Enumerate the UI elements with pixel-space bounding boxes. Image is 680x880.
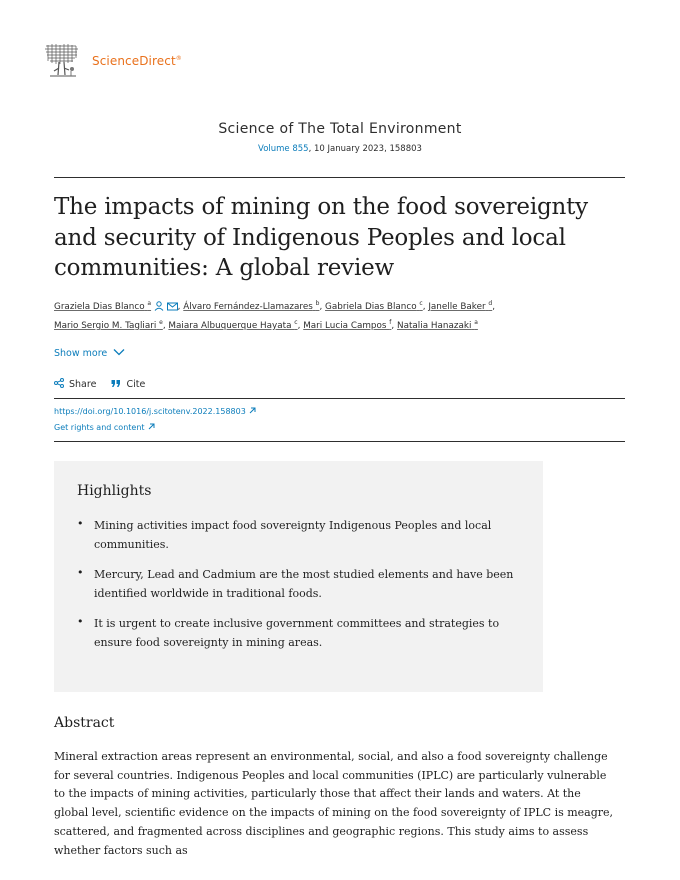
share-button[interactable]: [54, 379, 99, 390]
doi-link[interactable]: [54, 406, 257, 416]
email-icon[interactable]: [167, 302, 178, 311]
rights-text: Get rights and content: [54, 423, 145, 432]
volume-info: [0, 144, 680, 154]
meta-divider: [54, 441, 625, 442]
author-link[interactable]: Gabriela Dias Blanco $^c$: [325, 300, 423, 312]
author-link[interactable]: Mari Lucia Campos $^f$: [303, 319, 392, 331]
author-link[interactable]: Álvaro Fernández-Llamazares $^b$: [183, 300, 320, 312]
author-link[interactable]: Janelle Baker $^d$: [428, 300, 493, 312]
author-link[interactable]: Maiara Albuquerque Hayata $^c$: [168, 319, 298, 331]
external-link-icon: [248, 406, 257, 415]
doi-text: https://doi.org/10.1016/j.scitotenv.2022.158803: [54, 407, 246, 416]
bullet: •: [77, 517, 84, 530]
share-icon: [54, 378, 64, 388]
highlights-heading: Highlights: [77, 483, 152, 499]
external-link-icon: [147, 422, 156, 431]
highlight-item: Mercury, Lead and Cadmium are the most studied elements and have been identified worldwide in traditional foods.: [94, 568, 514, 600]
bullet: •: [77, 566, 84, 579]
author-link[interactable]: Natalia Hanazaki $^a$: [397, 319, 478, 331]
article-title: The impacts of mining on the food sovereignty and security of Indigenous Peoples and local communities: A global review: [54, 194, 588, 281]
brand-name[interactable]: ScienceDirect: [92, 54, 176, 68]
bullet: •: [77, 615, 84, 628]
author-link[interactable]: Graziela Dias Blanco $^a$: [54, 300, 152, 312]
chevron-down-icon: [113, 348, 125, 356]
volume-link[interactable]: Volume 855: [258, 144, 309, 154]
abstract-text: Mineral extraction areas represent an environmental, social, and also a food sovereignty challenge for several countries. Indigenous Peoples and local communities (IPLC) are particularly vulnerable to the impacts of mining activities, particularly those that affect their lands and waters. At the global level, scientific evidence on the impacts of mining on the food sovereignty of IPLC is meagre, scattered, and fragmented across disciplines and geographic regions. This study aims to assess whether factors such as: [54, 750, 614, 857]
quote-icon: [111, 379, 121, 388]
header-divider: [54, 177, 625, 178]
volume-date: , 10 January 2023, 158803: [308, 144, 422, 154]
elsevier-tree-logo[interactable]: [42, 42, 82, 78]
highlight-item: It is urgent to create inclusive government committees and strategies to ensure food sovereignty in mining areas.: [94, 617, 500, 649]
brand-registered-mark: ®: [175, 55, 182, 62]
abstract-heading: Abstract: [54, 715, 115, 731]
person-icon[interactable]: [154, 301, 164, 311]
cite-button[interactable]: [111, 379, 145, 390]
rights-link[interactable]: [54, 422, 156, 432]
author-list-line-1: Graziela Dias Blanco $^a$ , Álvaro Fernández-Llamazares $^b$, Gabriela Dias Blanco $^c$, Janelle Baker $^d$,: [54, 300, 496, 312]
author-list-line-2: Mario Sergio M. Tagliari $^e$, Maiara Albuquerque Hayata $^c$, Mari Lucia Campos $^f$, Natalia Hanazaki $^a$: [54, 319, 478, 331]
actions-divider: [54, 398, 625, 399]
author-link[interactable]: Mario Sergio M. Tagliari $^e$: [54, 319, 163, 331]
cite-label: Cite: [126, 379, 146, 390]
show-more-label: Show more: [54, 348, 108, 359]
sciencedirect-brand[interactable]: [92, 54, 182, 68]
article-actions: [54, 378, 157, 390]
journal-title[interactable]: Science of The Total Environment: [218, 121, 462, 137]
share-label: Share: [69, 379, 97, 390]
show-more-button[interactable]: [54, 348, 125, 359]
highlight-item: Mining activities impact food sovereignty Indigenous Peoples and local communities.: [94, 519, 492, 551]
